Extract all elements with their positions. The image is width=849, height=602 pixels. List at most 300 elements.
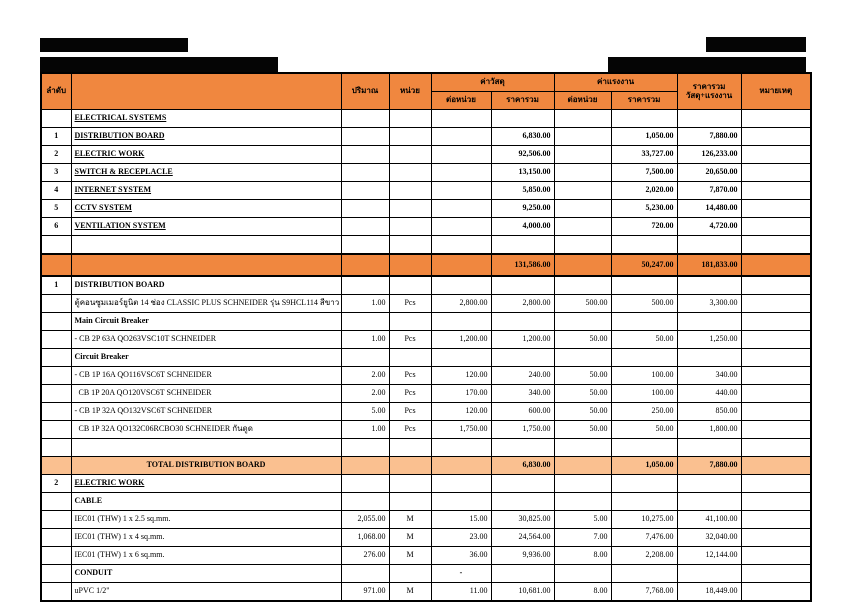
col-header-remarks: หมายเหตุ: [741, 73, 811, 110]
cell-row-grand-total: 1,250.00: [677, 331, 741, 349]
cell-quantity: 2.00: [341, 385, 389, 403]
cell-remark: [741, 565, 811, 583]
cell-row-grand-total: [677, 313, 741, 331]
cell-material-total: 24,564.00: [491, 529, 554, 547]
cell-row-grand-total: [677, 276, 741, 295]
cell-row-number: [41, 295, 71, 313]
cell-quantity: 5.00: [341, 403, 389, 421]
cell-labor-unit-price: [554, 254, 611, 276]
cell-quantity: [341, 457, 389, 475]
cell-description: - CB 2P 63A QO263VSC10T SCHNEIDER: [71, 331, 341, 349]
cell-row-number: [41, 331, 71, 349]
cell-material-total: 9,936.00: [491, 547, 554, 565]
cell-quantity: [341, 164, 389, 182]
cell-unit: [389, 457, 431, 475]
cell-unit: M: [389, 547, 431, 565]
cell-description: Main Circuit Breaker: [71, 313, 341, 331]
cell-unit: [389, 493, 431, 511]
cell-material-unit-price: [431, 164, 491, 182]
cell-remark: [741, 583, 811, 602]
cell-material-unit-price: 11.00: [431, 583, 491, 602]
cell-row-number: [41, 421, 71, 439]
cell-unit: [389, 313, 431, 331]
cell-description: IEC01 (THW) 1 x 2.5 sq.mm.: [71, 511, 341, 529]
cell-material-total: 131,586.00: [491, 254, 554, 276]
cell-labor-unit-price: 8.00: [554, 583, 611, 602]
cell-row-number: 4: [41, 182, 71, 200]
cell-description: IEC01 (THW) 1 x 6 sq.mm.: [71, 547, 341, 565]
cell-row-grand-total: [677, 236, 741, 255]
cell-row-number: [41, 529, 71, 547]
cell-unit: Pcs: [389, 421, 431, 439]
cell-row-number: [41, 583, 71, 602]
cell-labor-unit-price: [554, 493, 611, 511]
redacted-project-name-bar: [40, 38, 188, 52]
cell-description: uPVC 1/2": [71, 583, 341, 602]
cell-remark: [741, 421, 811, 439]
cell-labor-total: 7,476.00: [611, 529, 677, 547]
cell-row-number: 3: [41, 164, 71, 182]
cell-remark: [741, 475, 811, 493]
cell-labor-total: 50.00: [611, 421, 677, 439]
cell-remark: [741, 457, 811, 475]
cell-quantity: 1.00: [341, 421, 389, 439]
cell-labor-total: [611, 313, 677, 331]
cell-unit: Pcs: [389, 385, 431, 403]
cell-labor-total: 2,020.00: [611, 182, 677, 200]
redacted-date-bar: [706, 37, 806, 52]
cell-material-total: 9,250.00: [491, 200, 554, 218]
cell-material-total: 6,830.00: [491, 457, 554, 475]
cell-material-unit-price: 36.00: [431, 547, 491, 565]
cell-unit: [389, 164, 431, 182]
col-header-labor-total: ราคารวม: [611, 92, 677, 110]
cell-labor-total: 1,050.00: [611, 457, 677, 475]
cell-labor-total: 10,275.00: [611, 511, 677, 529]
cell-material-unit-price: [431, 313, 491, 331]
cell-material-unit-price: [431, 182, 491, 200]
cell-row-grand-total: 7,880.00: [677, 128, 741, 146]
cell-material-total: [491, 110, 554, 128]
cell-description: CABLE: [71, 493, 341, 511]
cell-unit: [389, 439, 431, 457]
cell-material-unit-price: [431, 349, 491, 367]
cell-row-grand-total: 20,650.00: [677, 164, 741, 182]
cell-labor-unit-price: [554, 276, 611, 295]
cell-labor-total: 7,500.00: [611, 164, 677, 182]
cell-unit: [389, 349, 431, 367]
col-header-grand-total-line1: ราคารวม: [692, 81, 726, 91]
cell-quantity: 276.00: [341, 547, 389, 565]
table-row: [41, 146, 811, 164]
cell-remark: [741, 313, 811, 331]
cell-labor-unit-price: 50.00: [554, 367, 611, 385]
cell-row-grand-total: 440.00: [677, 385, 741, 403]
cell-row-number: [41, 385, 71, 403]
cell-quantity: [341, 128, 389, 146]
cell-unit: Pcs: [389, 295, 431, 313]
cell-unit: [389, 182, 431, 200]
cell-description: VENTILATION SYSTEM: [71, 218, 341, 236]
cell-row-grand-total: 181,833.00: [677, 254, 741, 276]
cell-remark: [741, 276, 811, 295]
cell-labor-unit-price: 500.00: [554, 295, 611, 313]
cell-description: [71, 236, 341, 255]
cell-material-unit-price: [431, 475, 491, 493]
cell-material-total: [491, 439, 554, 457]
cell-row-grand-total: [677, 565, 741, 583]
table-row: [41, 349, 811, 367]
cell-labor-unit-price: [554, 200, 611, 218]
cell-quantity: [341, 565, 389, 583]
cell-material-total: 13,150.00: [491, 164, 554, 182]
cell-remark: [741, 236, 811, 255]
cell-labor-unit-price: [554, 236, 611, 255]
cell-material-unit-price: [431, 218, 491, 236]
cell-material-unit-price: [431, 128, 491, 146]
cell-unit: Pcs: [389, 367, 431, 385]
table-row: [41, 475, 811, 493]
cell-labor-total: 33,727.00: [611, 146, 677, 164]
cell-row-grand-total: 7,880.00: [677, 457, 741, 475]
cell-quantity: [341, 254, 389, 276]
cell-row-grand-total: [677, 493, 741, 511]
cell-labor-unit-price: [554, 349, 611, 367]
cell-quantity: [341, 110, 389, 128]
cell-material-unit-price: [431, 457, 491, 475]
table-row: [41, 276, 811, 295]
cell-quantity: [341, 200, 389, 218]
cell-remark: [741, 547, 811, 565]
cell-row-number: [41, 511, 71, 529]
cell-labor-total: 2,208.00: [611, 547, 677, 565]
cell-material-total: [491, 313, 554, 331]
cell-labor-unit-price: [554, 164, 611, 182]
cell-material-total: 1,200.00: [491, 331, 554, 349]
cell-unit: [389, 276, 431, 295]
cell-labor-total: [611, 236, 677, 255]
cell-row-grand-total: 3,300.00: [677, 295, 741, 313]
cell-row-grand-total: 1,800.00: [677, 421, 741, 439]
cell-row-grand-total: 850.00: [677, 403, 741, 421]
cell-material-total: [491, 236, 554, 255]
table-row: [41, 110, 811, 128]
cell-labor-total: 720.00: [611, 218, 677, 236]
cell-description: [71, 439, 341, 457]
cell-row-number: 5: [41, 200, 71, 218]
table-row: [41, 331, 811, 349]
cell-remark: [741, 367, 811, 385]
cell-row-grand-total: 12,144.00: [677, 547, 741, 565]
cell-row-grand-total: 126,233.00: [677, 146, 741, 164]
cell-labor-unit-price: 50.00: [554, 403, 611, 421]
table-row: [41, 421, 811, 439]
cell-labor-total: 50,247.00: [611, 254, 677, 276]
cell-material-total: 340.00: [491, 385, 554, 403]
col-header-labor-per-unit: ต่อหน่วย: [554, 92, 611, 110]
cell-quantity: [341, 218, 389, 236]
cell-labor-unit-price: 50.00: [554, 385, 611, 403]
col-header-grand-total: [677, 73, 741, 110]
table-row: [41, 164, 811, 182]
cell-material-unit-price: [431, 110, 491, 128]
cell-labor-total: 1,050.00: [611, 128, 677, 146]
col-header-material-per-unit: ต่อหน่วย: [431, 92, 491, 110]
cell-unit: [389, 236, 431, 255]
table-row: [41, 493, 811, 511]
cell-unit: [389, 218, 431, 236]
cell-row-grand-total: [677, 349, 741, 367]
cell-description: CB 1P 20A QO120VSC6T SCHNEIDER: [71, 385, 341, 403]
table-row: [41, 236, 811, 255]
cell-quantity: [341, 349, 389, 367]
cell-material-total: [491, 565, 554, 583]
cell-remark: [741, 254, 811, 276]
cell-labor-unit-price: 50.00: [554, 331, 611, 349]
cell-labor-total: 500.00: [611, 295, 677, 313]
cell-material-total: 6,830.00: [491, 128, 554, 146]
cell-labor-total: 50.00: [611, 331, 677, 349]
cell-quantity: [341, 475, 389, 493]
cell-material-total: 2,800.00: [491, 295, 554, 313]
cell-labor-total: 7,768.00: [611, 583, 677, 602]
cell-quantity: 1.00: [341, 295, 389, 313]
table-row: [41, 218, 811, 236]
cell-material-total: [491, 349, 554, 367]
cell-remark: [741, 349, 811, 367]
cell-material-unit-price: -: [431, 565, 491, 583]
table-row: [41, 457, 811, 475]
col-header-material-group: ค่าวัสดุ: [431, 73, 554, 92]
table-row: [41, 583, 811, 602]
cell-material-total: 30,825.00: [491, 511, 554, 529]
cell-description: - CB 1P 32A QO132VSC6T SCHNEIDER: [71, 403, 341, 421]
cell-description: CCTV SYSTEM: [71, 200, 341, 218]
cell-row-grand-total: 7,870.00: [677, 182, 741, 200]
cell-labor-total: [611, 493, 677, 511]
cell-row-number: 1: [41, 276, 71, 295]
cell-unit: M: [389, 529, 431, 547]
cell-quantity: 2,055.00: [341, 511, 389, 529]
cell-labor-unit-price: 8.00: [554, 547, 611, 565]
cell-material-unit-price: [431, 254, 491, 276]
cell-row-number: 1: [41, 128, 71, 146]
cell-material-unit-price: [431, 146, 491, 164]
cell-remark: [741, 110, 811, 128]
cell-row-number: [41, 254, 71, 276]
cell-labor-unit-price: [554, 439, 611, 457]
cell-row-number: [41, 349, 71, 367]
cell-row-grand-total: 14,480.00: [677, 200, 741, 218]
cell-labor-total: [611, 349, 677, 367]
cell-labor-total: [611, 565, 677, 583]
cell-material-unit-price: 170.00: [431, 385, 491, 403]
cell-row-number: 6: [41, 218, 71, 236]
cell-material-unit-price: [431, 200, 491, 218]
cell-remark: [741, 146, 811, 164]
cell-quantity: 2.00: [341, 367, 389, 385]
cell-labor-unit-price: 7.00: [554, 529, 611, 547]
cell-unit: [389, 200, 431, 218]
cell-labor-total: [611, 276, 677, 295]
cell-labor-total: 100.00: [611, 385, 677, 403]
cell-labor-total: [611, 110, 677, 128]
table-row: [41, 529, 811, 547]
cell-material-total: [491, 276, 554, 295]
cell-labor-unit-price: [554, 128, 611, 146]
cell-remark: [741, 493, 811, 511]
cell-labor-unit-price: 50.00: [554, 421, 611, 439]
cell-quantity: [341, 236, 389, 255]
redacted-location-bar: [40, 57, 278, 72]
table-row: [41, 313, 811, 331]
cell-description: CB 1P 32A QO132C06RCBO30 SCHNEIDER กันดูด: [71, 421, 341, 439]
cell-unit: Pcs: [389, 331, 431, 349]
cell-labor-total: 100.00: [611, 367, 677, 385]
cell-quantity: [341, 313, 389, 331]
cell-labor-unit-price: [554, 182, 611, 200]
cell-description: SWITCH & RECEPLACLE: [71, 164, 341, 182]
table-row: [41, 385, 811, 403]
cell-row-number: [41, 110, 71, 128]
cell-description: ตู้คอนซูมเมอร์ยูนิต 14 ช่อง CLASSIC PLUS SCHNEIDER รุ่น S9HCL114 สีขาว: [71, 295, 341, 313]
cell-row-number: 2: [41, 475, 71, 493]
cell-description: Circuit Breaker: [71, 349, 341, 367]
cell-row-number: [41, 547, 71, 565]
cell-quantity: [341, 493, 389, 511]
cell-row-number: [41, 313, 71, 331]
col-header-row-number: ลำดับ: [41, 73, 71, 110]
cell-labor-total: 250.00: [611, 403, 677, 421]
col-header-grand-total-line2: วัสดุ+แรงงาน: [685, 90, 733, 100]
cell-unit: [389, 128, 431, 146]
cell-remark: [741, 439, 811, 457]
cell-remark: [741, 182, 811, 200]
cell-quantity: [341, 439, 389, 457]
table-row: [41, 367, 811, 385]
cell-row-number: [41, 565, 71, 583]
cell-unit: [389, 110, 431, 128]
cell-description: DISTRIBUTION BOARD: [71, 128, 341, 146]
cell-labor-unit-price: [554, 313, 611, 331]
cell-description: DISTRIBUTION BOARD: [71, 276, 341, 295]
cell-material-unit-price: 120.00: [431, 367, 491, 385]
cell-unit: [389, 475, 431, 493]
table-row: [41, 182, 811, 200]
cell-row-grand-total: [677, 439, 741, 457]
cell-labor-unit-price: [554, 475, 611, 493]
cell-quantity: 1,068.00: [341, 529, 389, 547]
cell-description: ELECTRICAL SYSTEMS: [71, 110, 341, 128]
cell-row-grand-total: 340.00: [677, 367, 741, 385]
cell-material-total: 4,000.00: [491, 218, 554, 236]
cell-material-unit-price: [431, 276, 491, 295]
cell-row-number: [41, 439, 71, 457]
cell-material-total: [491, 475, 554, 493]
cell-unit: [389, 565, 431, 583]
cell-labor-total: [611, 439, 677, 457]
cell-material-unit-price: 23.00: [431, 529, 491, 547]
cell-description: ELECTRIC WORK: [71, 475, 341, 493]
cell-row-number: [41, 236, 71, 255]
table-header: [41, 73, 811, 110]
boq-table: [40, 72, 812, 602]
table-body: [41, 110, 811, 602]
cell-labor-unit-price: [554, 110, 611, 128]
cell-unit: M: [389, 583, 431, 602]
cell-unit: [389, 146, 431, 164]
cell-description: ELECTRIC WORK: [71, 146, 341, 164]
cell-quantity: 971.00: [341, 583, 389, 602]
cell-unit: M: [389, 511, 431, 529]
cell-remark: [741, 331, 811, 349]
cell-row-number: [41, 403, 71, 421]
cell-remark: [741, 164, 811, 182]
cell-material-total: 600.00: [491, 403, 554, 421]
cell-remark: [741, 218, 811, 236]
cell-row-grand-total: 18,449.00: [677, 583, 741, 602]
cell-remark: [741, 529, 811, 547]
cell-labor-total: 5,230.00: [611, 200, 677, 218]
cell-unit: [389, 254, 431, 276]
cell-material-total: 1,750.00: [491, 421, 554, 439]
cell-material-total: [491, 493, 554, 511]
cell-material-unit-price: 15.00: [431, 511, 491, 529]
table-row: [41, 200, 811, 218]
cell-row-number: 2: [41, 146, 71, 164]
cell-description: - CB 1P 16A QO116VSC6T SCHNEIDER: [71, 367, 341, 385]
cell-material-unit-price: 120.00: [431, 403, 491, 421]
cell-labor-unit-price: [554, 218, 611, 236]
cell-remark: [741, 511, 811, 529]
cell-quantity: [341, 276, 389, 295]
cell-row-grand-total: 32,040.00: [677, 529, 741, 547]
cell-quantity: [341, 182, 389, 200]
cell-description: CONDUIT: [71, 565, 341, 583]
col-header-description: [71, 73, 341, 110]
cell-labor-unit-price: [554, 565, 611, 583]
table-row: [41, 295, 811, 313]
cell-material-unit-price: 1,750.00: [431, 421, 491, 439]
cell-material-total: 5,850.00: [491, 182, 554, 200]
cell-remark: [741, 200, 811, 218]
table-row: [41, 565, 811, 583]
cell-labor-total: [611, 475, 677, 493]
cell-material-total: 240.00: [491, 367, 554, 385]
cell-description: TOTAL DISTRIBUTION BOARD: [71, 457, 341, 475]
table-row: [41, 511, 811, 529]
redacted-owner-bar: [608, 57, 806, 72]
cell-row-grand-total: [677, 110, 741, 128]
cell-material-unit-price: [431, 493, 491, 511]
col-header-material-total: ราคารวม: [491, 92, 554, 110]
cell-labor-unit-price: 5.00: [554, 511, 611, 529]
cell-row-grand-total: 4,720.00: [677, 218, 741, 236]
table-row: [41, 128, 811, 146]
cell-row-number: [41, 457, 71, 475]
cell-material-unit-price: [431, 236, 491, 255]
cell-row-number: [41, 493, 71, 511]
cell-material-unit-price: 1,200.00: [431, 331, 491, 349]
cell-labor-unit-price: [554, 457, 611, 475]
cell-labor-unit-price: [554, 146, 611, 164]
cell-material-unit-price: 2,800.00: [431, 295, 491, 313]
cell-description: [71, 254, 341, 276]
cell-description: IEC01 (THW) 1 x 4 sq.mm.: [71, 529, 341, 547]
cell-material-unit-price: [431, 439, 491, 457]
cell-row-grand-total: 41,100.00: [677, 511, 741, 529]
cell-row-number: [41, 367, 71, 385]
